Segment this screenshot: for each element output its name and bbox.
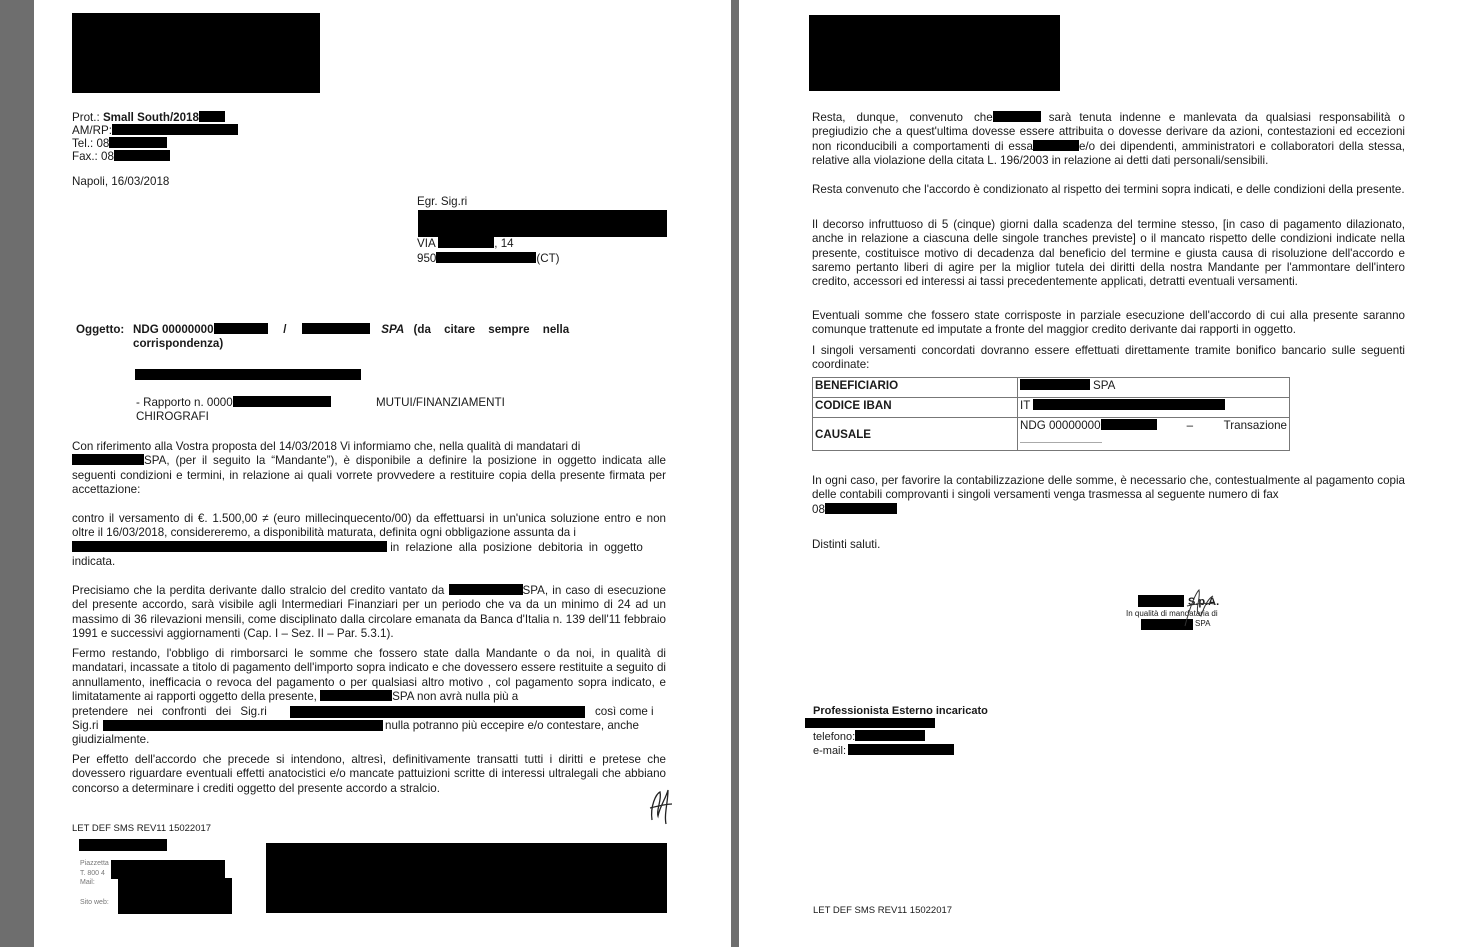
footer-document-code: LET DEF SMS REV11 15022017 <box>72 823 212 834</box>
protocol-line: Prot.: Small South/2018 <box>72 111 225 125</box>
table-row <box>813 398 1290 418</box>
paragraph-fax-notice: In ogni caso, per favorire la contabilizzazione delle somme, è necessario che, contestualmente al pagamento copia delle contabili comprovanti i singoli versamenti venga trasmessa al seguente numero di fax 08 <box>812 474 1405 516</box>
paragraph-payment: contro il versamento di €. 1.500,00 ≠ (euro millecinquecento/00) da effettuarsi in un'unica soluzione entro e non oltre il 16/03/2018, considereremo, a disponibilità maturata, definita ogni obbligazione assunta da i in relazione alla posizione debitoria in oggetto indicata. <box>72 512 666 568</box>
paragraph-intro: Con riferimento alla Vostra proposta del 14/03/2018 Vi informiamo che, nella qualità di mandatari di SPA, (per il seguito la “Mandante”), è disponibile a definire la posizione in oggetto indicata alle seguenti condizioni e termini, in relazione ai quali vorrete provvedere a restituire copia della presente firmata per accettazione: <box>72 440 666 496</box>
subject-line: NDG 00000000 / SPA (da citare sempre nella <box>133 323 570 336</box>
signature-company-suffix: S.p.A. <box>1188 596 1220 608</box>
paragraph-refund-tail: nulla potranno più eccepire e/o contestare, anche <box>385 719 639 732</box>
table-label-iban: CODICE IBAN <box>813 398 1018 418</box>
redacted-logo <box>72 13 320 93</box>
closing-greeting: Distinti saluti. <box>812 538 881 551</box>
paragraph-indemnity: Resta, dunque, convenuto che sarà tenuta indenne e manlevata da qualsiasi responsabilità o pregiudizio che a quest'ultima dovesse essere attribuita o dovesse derivare da azioni, contestazioni ed eccezioni non riconducibili a comportamenti di essa e/o dei dipendenti, amministratori e collaboratori della stessa, relative alla violazione della citata L. 196/2003 in relazione ai detti dati personali/sensibili. <box>812 111 1405 167</box>
redacted-professional-name <box>805 718 935 728</box>
paragraph-write-off: Precisiamo che la perdita derivante dallo stralcio del credito vantato da SPA, in caso di esecuzione del presente accordo, sarà visibile agli Intermediari Finanziari per un periodo che va da un minimo di 24 ad un massimo di 36 rilevazioni mensili, come disciplinato dalla circolare emanata da Banca d'Italia n. 139 dell'11 febbraio 1991 e successivi aggiornamenti (Cap. I – Sez. II – Par. 5.3.1). <box>72 584 666 640</box>
redacted-footer-contacts-2 <box>118 878 232 914</box>
tel-line: Tel.: 08 <box>72 137 167 151</box>
subject-type: MUTUI/FINANZIAMENTI <box>376 396 505 409</box>
table-value-beneficiary: SPA <box>1018 378 1290 398</box>
letter-page-2 <box>739 0 1471 947</box>
table-row <box>813 378 1290 398</box>
table-value-causale: NDG 00000000 – Transazione <box>1018 418 1290 451</box>
redacted-recipient-name <box>418 210 667 237</box>
redacted-subject-name <box>135 369 361 380</box>
initials-signature <box>646 786 676 828</box>
recipient-salutation: Egr. Sig.ri <box>417 195 468 208</box>
redacted-logo <box>809 15 1060 91</box>
recipient-city: 950 (CT) <box>417 252 560 265</box>
paragraph-partial-payments: Eventuali somme che fossero state corrisposte in parziale esecuzione dell'accordo di cui alla presente saranno comunque trattenute ed imputate a fronte del maggior credito derivante dai rapporti in oggetto. <box>812 309 1405 337</box>
redacted-company-name <box>79 839 167 851</box>
paragraph-refund-line: pretendere nei confronti dei Sig.ri <box>72 705 267 718</box>
paragraph-refund: Fermo restando, l'obbligo di rimborsarci le somme che fossero state dalla Mandante o da noi, in qualità di mandatari, incassate a titolo di pagamento dell'importo sopra indicato e che dovessero essere restituite a seguito di annullamento, inefficacia o revoca del pagamento o per qualsiasi altro motivo , col pagamento sopra indicato, e limitatamente ai rapporti oggetto della presente, SPA non avrà nulla più a <box>72 647 666 703</box>
table-value-iban: IT <box>1018 398 1290 418</box>
paragraph-refund-cosi: così come i <box>595 705 654 718</box>
professional-email: e-mail: <box>813 744 954 758</box>
paragraph-forfeiture: Il decorso infruttuoso di 5 (cinque) giorni dalla scadenza del termine stesso, [in caso di pagamento dilazionato, anche in relazione a ciascuna delle singole tranches previste] o il mancato rispetto delle condizioni indicate nella presente, costituisce motivo di decadenza dal beneficio del termine e giusta causa di risoluzione dell'accordo e saremo pertanto liberi di agire per la miglior tutela dei diritti della nostra Mandante per l'ammontare dell'intero credito, accessori ed interessi ai tassi precedentemente applicati, detratti eventuali versamenti. <box>812 218 1405 289</box>
recipient-street: VIA , 14 <box>417 237 514 250</box>
paragraph-condition: Resta convenuto che l'accordo è condizionato al rispetto dei termini sopra indicati, e delle condizioni della presente. <box>812 183 1405 196</box>
signature-spa: SPA <box>1195 619 1211 628</box>
place-date: Napoli, 16/03/2018 <box>72 175 170 188</box>
bank-coordinates-table <box>812 377 1290 451</box>
paragraph-settlement: Per effetto dell'accordo che precede si intendono, altresì, definitivamente transatti tutti i diritti e pretese che dovessero riguardare eventuali effetti anatocistici e/o mancate pattuizioni scritte di interessi ultralegali che abbiano concorso a determinare i crediti oggetto del presente accordo a stralcio. <box>72 753 666 795</box>
redacted-signatory-company <box>1138 595 1184 607</box>
footer-website: Sito web: <box>80 899 109 906</box>
professional-phone: telefono: <box>813 730 925 744</box>
paragraph-bank-transfer: I singoli versamenti concordati dovranno essere effettuati direttamente tramite bonifico bancario sulle seguenti coordinate: <box>812 344 1405 372</box>
footer-address: Piazzetta <box>80 860 109 867</box>
subject-note-cont: corrispondenza) <box>133 337 224 350</box>
footer-phone: T. 800 4 <box>80 870 105 877</box>
fax-line: Fax.: 08 <box>72 150 170 164</box>
paragraph-refund-end: giudizialmente. <box>72 733 150 746</box>
redacted-footer-contacts-1 <box>111 860 225 879</box>
letter-page-1 <box>34 0 731 947</box>
footer-document-code: LET DEF SMS REV11 15022017 <box>813 905 953 916</box>
signature-role: In qualità di mandataria di <box>1126 609 1218 618</box>
paragraph-refund-sigri: Sig.ri <box>72 719 99 732</box>
redacted-debtor-names <box>290 706 585 718</box>
handwritten-signature <box>1179 586 1219 630</box>
subject-label: Oggetto: <box>76 323 125 336</box>
subject-rapporto: - Rapporto n. 0000 <box>136 396 331 410</box>
footer-mail: Mail: <box>80 879 95 886</box>
table-label-beneficiary: BENEFICIARIO <box>813 378 1018 398</box>
redacted-footer-block <box>266 843 667 913</box>
table-row <box>813 418 1290 451</box>
table-label-causale: CAUSALE <box>813 418 1018 451</box>
redacted-guarantor-names <box>103 720 383 731</box>
am-rp-line: AM/RP: <box>72 124 238 138</box>
professional-title: Professionista Esterno incaricato <box>813 705 988 717</box>
subject-type-cont: CHIROGRAFI <box>136 410 209 423</box>
